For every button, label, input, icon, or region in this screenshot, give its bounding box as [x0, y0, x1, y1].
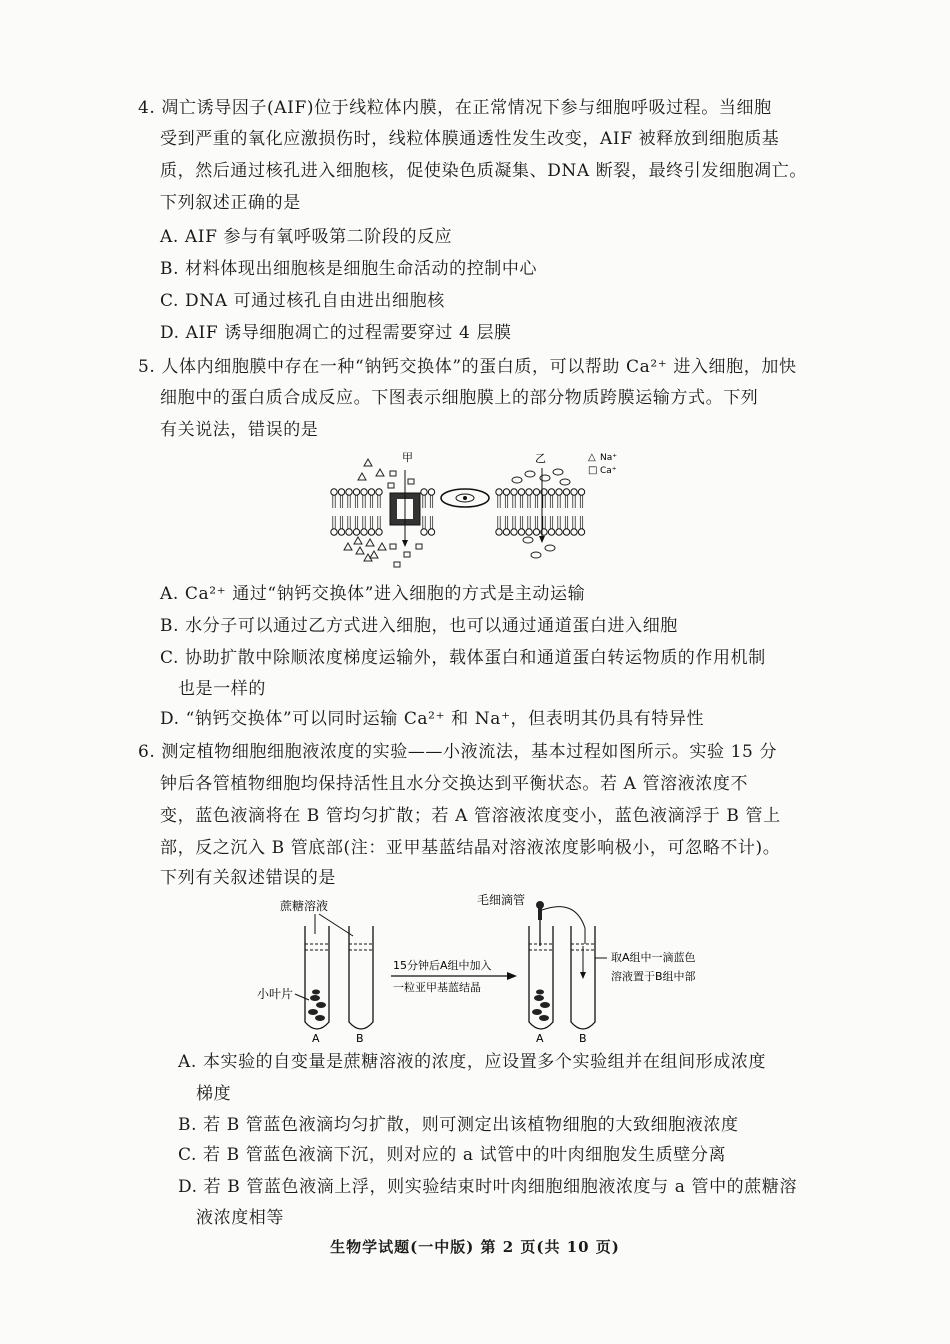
q5-option-a: A. Ca²⁺ 通过“钠钙交换体”进入细胞的方式是主动运输: [160, 584, 586, 604]
q6-option-a-cont: 梯度: [196, 1084, 232, 1104]
legend-na-symbol: △: [588, 452, 596, 463]
q6-stem-line-2: 钟后各管植物细胞均保持活性且水分交换达到平衡状态。若 A 管溶液浓度不: [160, 774, 749, 794]
label-take-2: 溶液置于B组中部: [611, 970, 696, 983]
legend-na: Na⁺: [600, 453, 617, 463]
label-take-1: 取A组中一滴蓝色: [611, 951, 696, 964]
q5-option-c: C. 协助扩散中除顺浓度梯度运输外，载体蛋白和通道蛋白转运物质的作用机制: [160, 648, 766, 668]
arrow-text-bottom: 一粒亚甲基蓝结晶: [393, 981, 481, 994]
q6-stem-line-5: 下列有关叙述错误的是: [160, 868, 336, 888]
q4-option-d: D. AIF 诱导细胞凋亡的过程需要穿过 4 层膜: [160, 323, 512, 343]
q6-option-b: B. 若 B 管蓝色液滴均匀扩散，则可测定出该植物细胞的大致细胞液浓度: [178, 1115, 739, 1135]
label-tube-a-right: A: [536, 1032, 544, 1045]
q5-option-c-cont: 也是一样的: [178, 679, 266, 699]
label-tube-b-left: B: [356, 1032, 364, 1045]
q5-stem-line-1: 5. 人体内细胞膜中存在一种“钠钙交换体”的蛋白质，可以帮助 Ca²⁺ 进入细胞，加快: [138, 357, 797, 377]
label-sucrose: 蔗糖溶液: [280, 899, 329, 913]
legend-ca-symbol: □: [588, 465, 598, 476]
q4-option-a: A. AIF 参与有氧呼吸第二阶段的反应: [160, 227, 453, 247]
q4-option-b: B. 材料体现出细胞核是细胞生命活动的控制中心: [160, 259, 538, 279]
label-capillary: 毛细滴管: [477, 893, 526, 907]
q6-option-c: C. 若 B 管蓝色液滴下沉，则对应的 a 试管中的叶肉细胞发生质壁分离: [178, 1145, 727, 1165]
label-tube-b-right: B: [579, 1032, 587, 1045]
q6-stem-line-1: 6. 测定植物细胞细胞液浓度的实验——小液流法，基本过程如图所示。实验 15 分: [138, 742, 778, 762]
q6-option-d: D. 若 B 管蓝色液滴上浮，则实验结束时叶肉细胞细胞液浓度与 a 管中的蔗糖溶: [178, 1177, 798, 1197]
q4-stem-line-2: 受到严重的氧化应激损伤时，线粒体膜通透性发生改变，AIF 被释放到细胞质基: [160, 129, 780, 149]
label-tube-a-left: A: [312, 1032, 320, 1045]
q4-stem-line-1: 4. 凋亡诱导因子(AIF)位于线粒体内膜，在正常情况下参与细胞呼吸过程。当细胞: [138, 98, 772, 118]
arrow-text-top: 15分钟后A组中加入: [393, 959, 492, 972]
q4-stem-line-4: 下列叙述正确的是: [160, 193, 301, 213]
experiment-figure: [245, 888, 765, 1046]
q5-stem-line-2: 细胞中的蛋白质合成反应。下图表示细胞膜上的部分物质跨膜运输方式。下列: [160, 388, 759, 408]
q6-stem-line-4: 部，反之沉入 B 管底部(注：亚甲基蓝结晶对溶液浓度影响极小，可忽略不计)。: [160, 838, 781, 858]
label-leaf: 小叶片: [257, 987, 294, 1001]
page-footer: 生物学试题(一中版) 第 2 页(共 10 页): [330, 1238, 620, 1256]
q6-option-d-cont: 液浓度相等: [196, 1208, 284, 1228]
q6-option-a: A. 本实验的自变量是蔗糖溶液的浓度，应设置多个实验组并在组间形成浓度: [178, 1052, 767, 1072]
q6-stem-line-3: 变，蓝色液滴将在 B 管均匀扩散；若 A 管溶液浓度变小，蓝色液滴浮于 B 管上: [160, 806, 781, 826]
label-jia: 甲: [402, 451, 413, 464]
q5-option-b: B. 水分子可以通过乙方式进入细胞，也可以通过通道蛋白进入细胞: [160, 616, 678, 636]
q5-option-d: D. “钠钙交换体”可以同时运输 Ca²⁺ 和 Na⁺，但表明其仍具有特异性: [160, 709, 705, 729]
q4-option-c: C. DNA 可通过核孔自由进出细胞核: [160, 291, 445, 311]
legend-ca: Ca⁺: [600, 466, 617, 476]
q4-stem-line-3: 质，然后通过核孔进入细胞核，促使染色质凝集、DNA 断裂，最终引发细胞凋亡。: [160, 161, 807, 181]
membrane-transport-figure: [330, 448, 630, 573]
q5-stem-line-3: 有关说法，错误的是: [160, 420, 319, 440]
label-yi: 乙: [535, 452, 546, 465]
